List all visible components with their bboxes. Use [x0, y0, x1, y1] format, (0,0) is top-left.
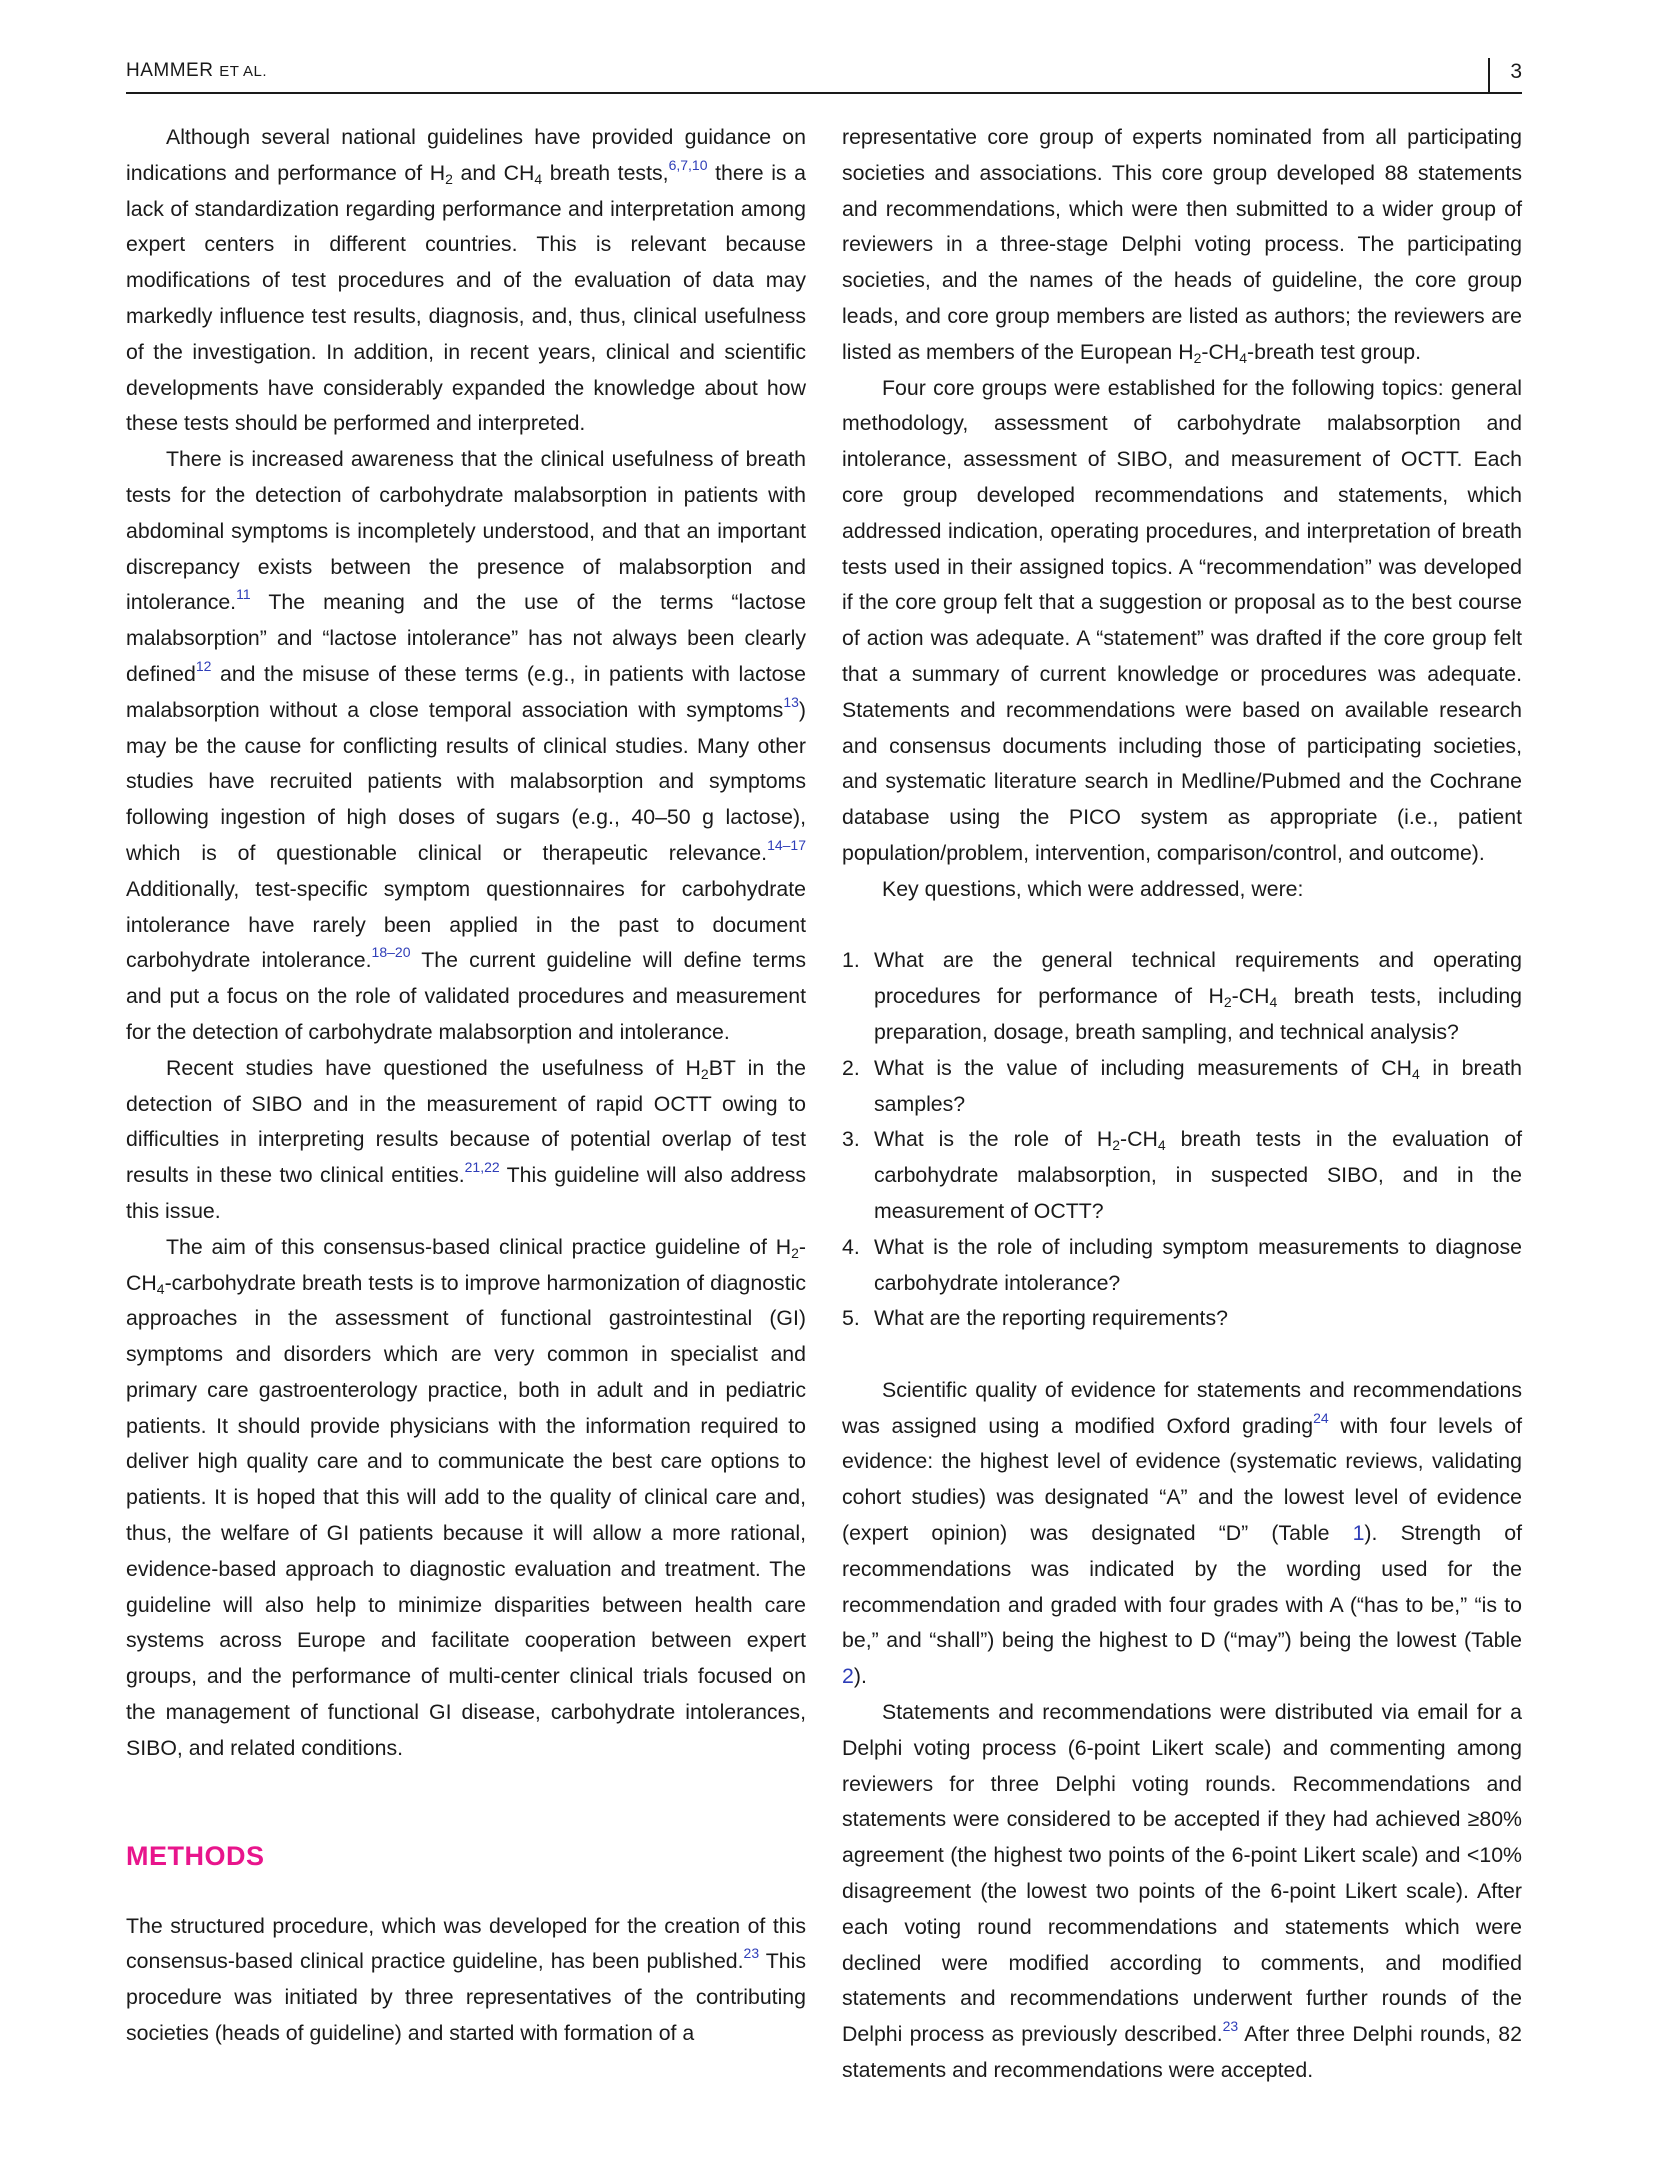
et-al: ET AL. — [219, 63, 267, 80]
paragraph-awareness: There is increased awareness that the clinical usefulness of breath tests for the detection of carbohydrate malabsorption in patients with abdominal symptoms is incompletely understood, and that an important discrepancy exists between the presence of malabsorption and intolerance.$^{11}$ The meaning and the use of the terms “lactose malabsorption” and “lactose intolerance” has not always been clearly defined$^{12}$ and the misuse of these terms (e.g., in patients with lactose malabsorption without a close temporal association with symptoms$^{13}$) may be the cause for conflicting results of clinical studies. Many other studies have recruited patients with malabsorption and symptoms following ingestion of high doses of sugars (e.g., 40–50 g lactose), which is of questionable clinical or therapeutic relevance.$^{14-17}$ Additionally, test-specific symptom questionnaires for carbohydrate intolerance have rarely been applied in the past to document carbohydrate intolerance.$^{18-20}$ The current guideline will define terms and put a focus on the role of validated procedures and measurement for the detection of carbohydrate malabsorption and intolerance. — [126, 447, 806, 1044]
paragraph-evidence-quality: Scientific quality of evidence for statements and recommendations was assigned using a modified Oxford grading$^{24}$ with four levels of evidence: the highest level of evidence (systematic reviews, validating cohort studies) was designated “A” and the lowest level of evidence (expert opinion) was designated “D” (Table 1). Strength of recommendations was indicated by the wording used for the recommendation and graded with four grades with A (“has to be,” “is to be,” and “shall”) being the highest to D (“may”) being the lowest (Table 2). — [842, 1377, 1523, 1689]
list-item: 4. What is the role of including symptom measurements to diagnose carbohydrate intolerance? — [842, 1234, 1522, 1295]
running-header — [126, 58, 1522, 94]
author-name: HAMMER — [126, 60, 214, 81]
list-item: 3. What is the role of $H_2-CH_4$ breath tests in the evaluation of carbohydrate malabsorption, in suspected SIBO, and in the measurement of OCTT? — [842, 1127, 1522, 1223]
paragraph-recent-studies: Recent studies have questioned the usefulness of $H_2BT$ in the detection of SIBO and in the measurement of rapid OCTT owing to difficulties in interpreting results because of potential overlap of test results in these two clinical entities.$^{21,22}$ This guideline will also address this issue. — [126, 1055, 806, 1223]
header-divider — [1488, 58, 1490, 94]
paragraph-four-core-groups: Four core groups were established for the following topics: general methodology, assessment of carbohydrate malabsorption and intolerance, assessment of SIBO, and measurement of OCTT. Each core group developed recommendations and statements, which addressed indication, operating procedures, and interpretation of breath tests used in their assigned topics. A “recommendation” was developed if the core group felt that a suggestion or proposal as to the best course of action was adequate. A “statement” was drafted if the core group felt that a summary of current knowledge or procedures was adequate. Statements and recommendations were based on available research and consensus documents including those of participating societies, and systematic literature search in Medline/Pubmed and the Cochrane database using the PICO system as appropriate (i.e., patient population/problem, intervention, comparison/control, and outcome). — [842, 375, 1522, 865]
running-head-authors — [126, 60, 267, 82]
section-heading-methods: METHODS — [126, 1840, 265, 1871]
table-link[interactable]: 1 — [1352, 1521, 1365, 1546]
citation-link[interactable]: 12 — [195, 657, 212, 674]
list-item: 5. What are the reporting requirements? — [842, 1306, 1228, 1331]
citation-link[interactable]: 23 — [743, 1945, 760, 1962]
citation-link[interactable]: 21,22 — [464, 1159, 500, 1176]
list-item: 2. What is the value of including measurements of $CH_4$ in breath samples? — [842, 1055, 1522, 1116]
table-link[interactable]: 2 — [842, 1664, 854, 1689]
citation-link[interactable]: 23 — [1222, 2018, 1239, 2035]
list-item: 1. What are the general technical requirements and operating procedures for performance of $H_2-CH_4$ breath tests, including preparation, dosage, breath sampling, and technical analysis? — [842, 948, 1523, 1044]
paragraph-structured-procedure: The structured procedure, which was developed for the creation of this consensus-based clinical practice guideline, has been published.$^{23}$ This procedure was initiated by three representatives of the contributing societies (heads of guideline) and started with formation of a — [126, 1913, 806, 2046]
paragraph-core-group: representative core group of experts nominated from all participating societies and associations. This core group developed 88 statements and recommendations, which were then submitted to a wider group of reviewers in a three-stage Delphi voting process. The participating societies, and the names of the heads of guideline, the core group leads, and core group members are listed as authors; the reviewers are listed as members of the European $H_2-CH_4$-breath test group. — [842, 125, 1522, 366]
key-questions-list — [842, 943, 1522, 1337]
citation-link[interactable]: 13 — [783, 693, 799, 710]
citation-link[interactable]: 11 — [236, 586, 251, 603]
paragraph-delphi-voting: Statements and recommendations were distributed via email for a Delphi voting process (6-point Likert scale) and commenting among reviewers for three Delphi voting rounds. Recommendations and statements were considered to be accepted if they had achieved ≥80% agreement (the highest two points of the 6-point Likert scale) and <10% disagreement (the lowest two points of the 6-point Likert scale). After each voting round recommendations and statements which were declined were modified according to comments, and modified statements and recommendations underwent further rounds of the Delphi process as previously described.$^{23}$ After three Delphi rounds, 82 statements and recommendations were accepted. — [842, 1700, 1522, 2083]
citation-link[interactable]: 6,7,10 — [668, 156, 708, 173]
paragraph-national-guidelines: Although several national guidelines have provided guidance on indications and performance of $H_2$ and $CH_4$ breath tests,$^{6,7,10}$ there is a lack of standardization regarding performance and interpretation among expert centers in different countries. This is relevant because modifications of test procedures and of the evaluation of data may markedly influence test results, diagnosis, and, thus, clinical usefulness of the investigation. In addition, in recent years, clinical and scientific developments have considerably expanded the knowledge about how these tests should be performed and interpreted. — [126, 125, 806, 436]
page-number: 3 — [1510, 60, 1522, 83]
right-column — [842, 120, 1522, 2089]
left-column — [126, 120, 806, 2052]
paragraph-aim: The aim of this consensus-based clinical practice guideline of $H_2-CH_4$-carbohydrate breath tests is to improve harmonization of diagnostic approaches in the assessment of functional gastrointestinal (GI) symptoms and disorders which are very common in specialist and primary care gastroenterology practice, both in adult and in pediatric patients. It should provide physicians with the information required to deliver high quality care and to communicate the best care options to patients. It is hoped that this will add to the quality of clinical care and, thus, the welfare of GI patients because it will allow a more rational, evidence-based approach to diagnostic evaluation and treatment. The guideline will also help to minimize disparities between health care systems across Europe and facilitate cooperation between expert groups, and the performance of multi-center clinical trials focused on the management of functional GI disease, carbohydrate intolerances, SIBO, and related conditions. — [126, 1234, 806, 1760]
citation-link[interactable]: 14–17 — [767, 836, 806, 853]
paragraph-key-questions-intro: Key questions, which were addressed, were: — [882, 876, 1304, 901]
citation-link[interactable]: 24 — [1313, 1409, 1329, 1426]
citation-link[interactable]: 18–20 — [371, 944, 411, 961]
